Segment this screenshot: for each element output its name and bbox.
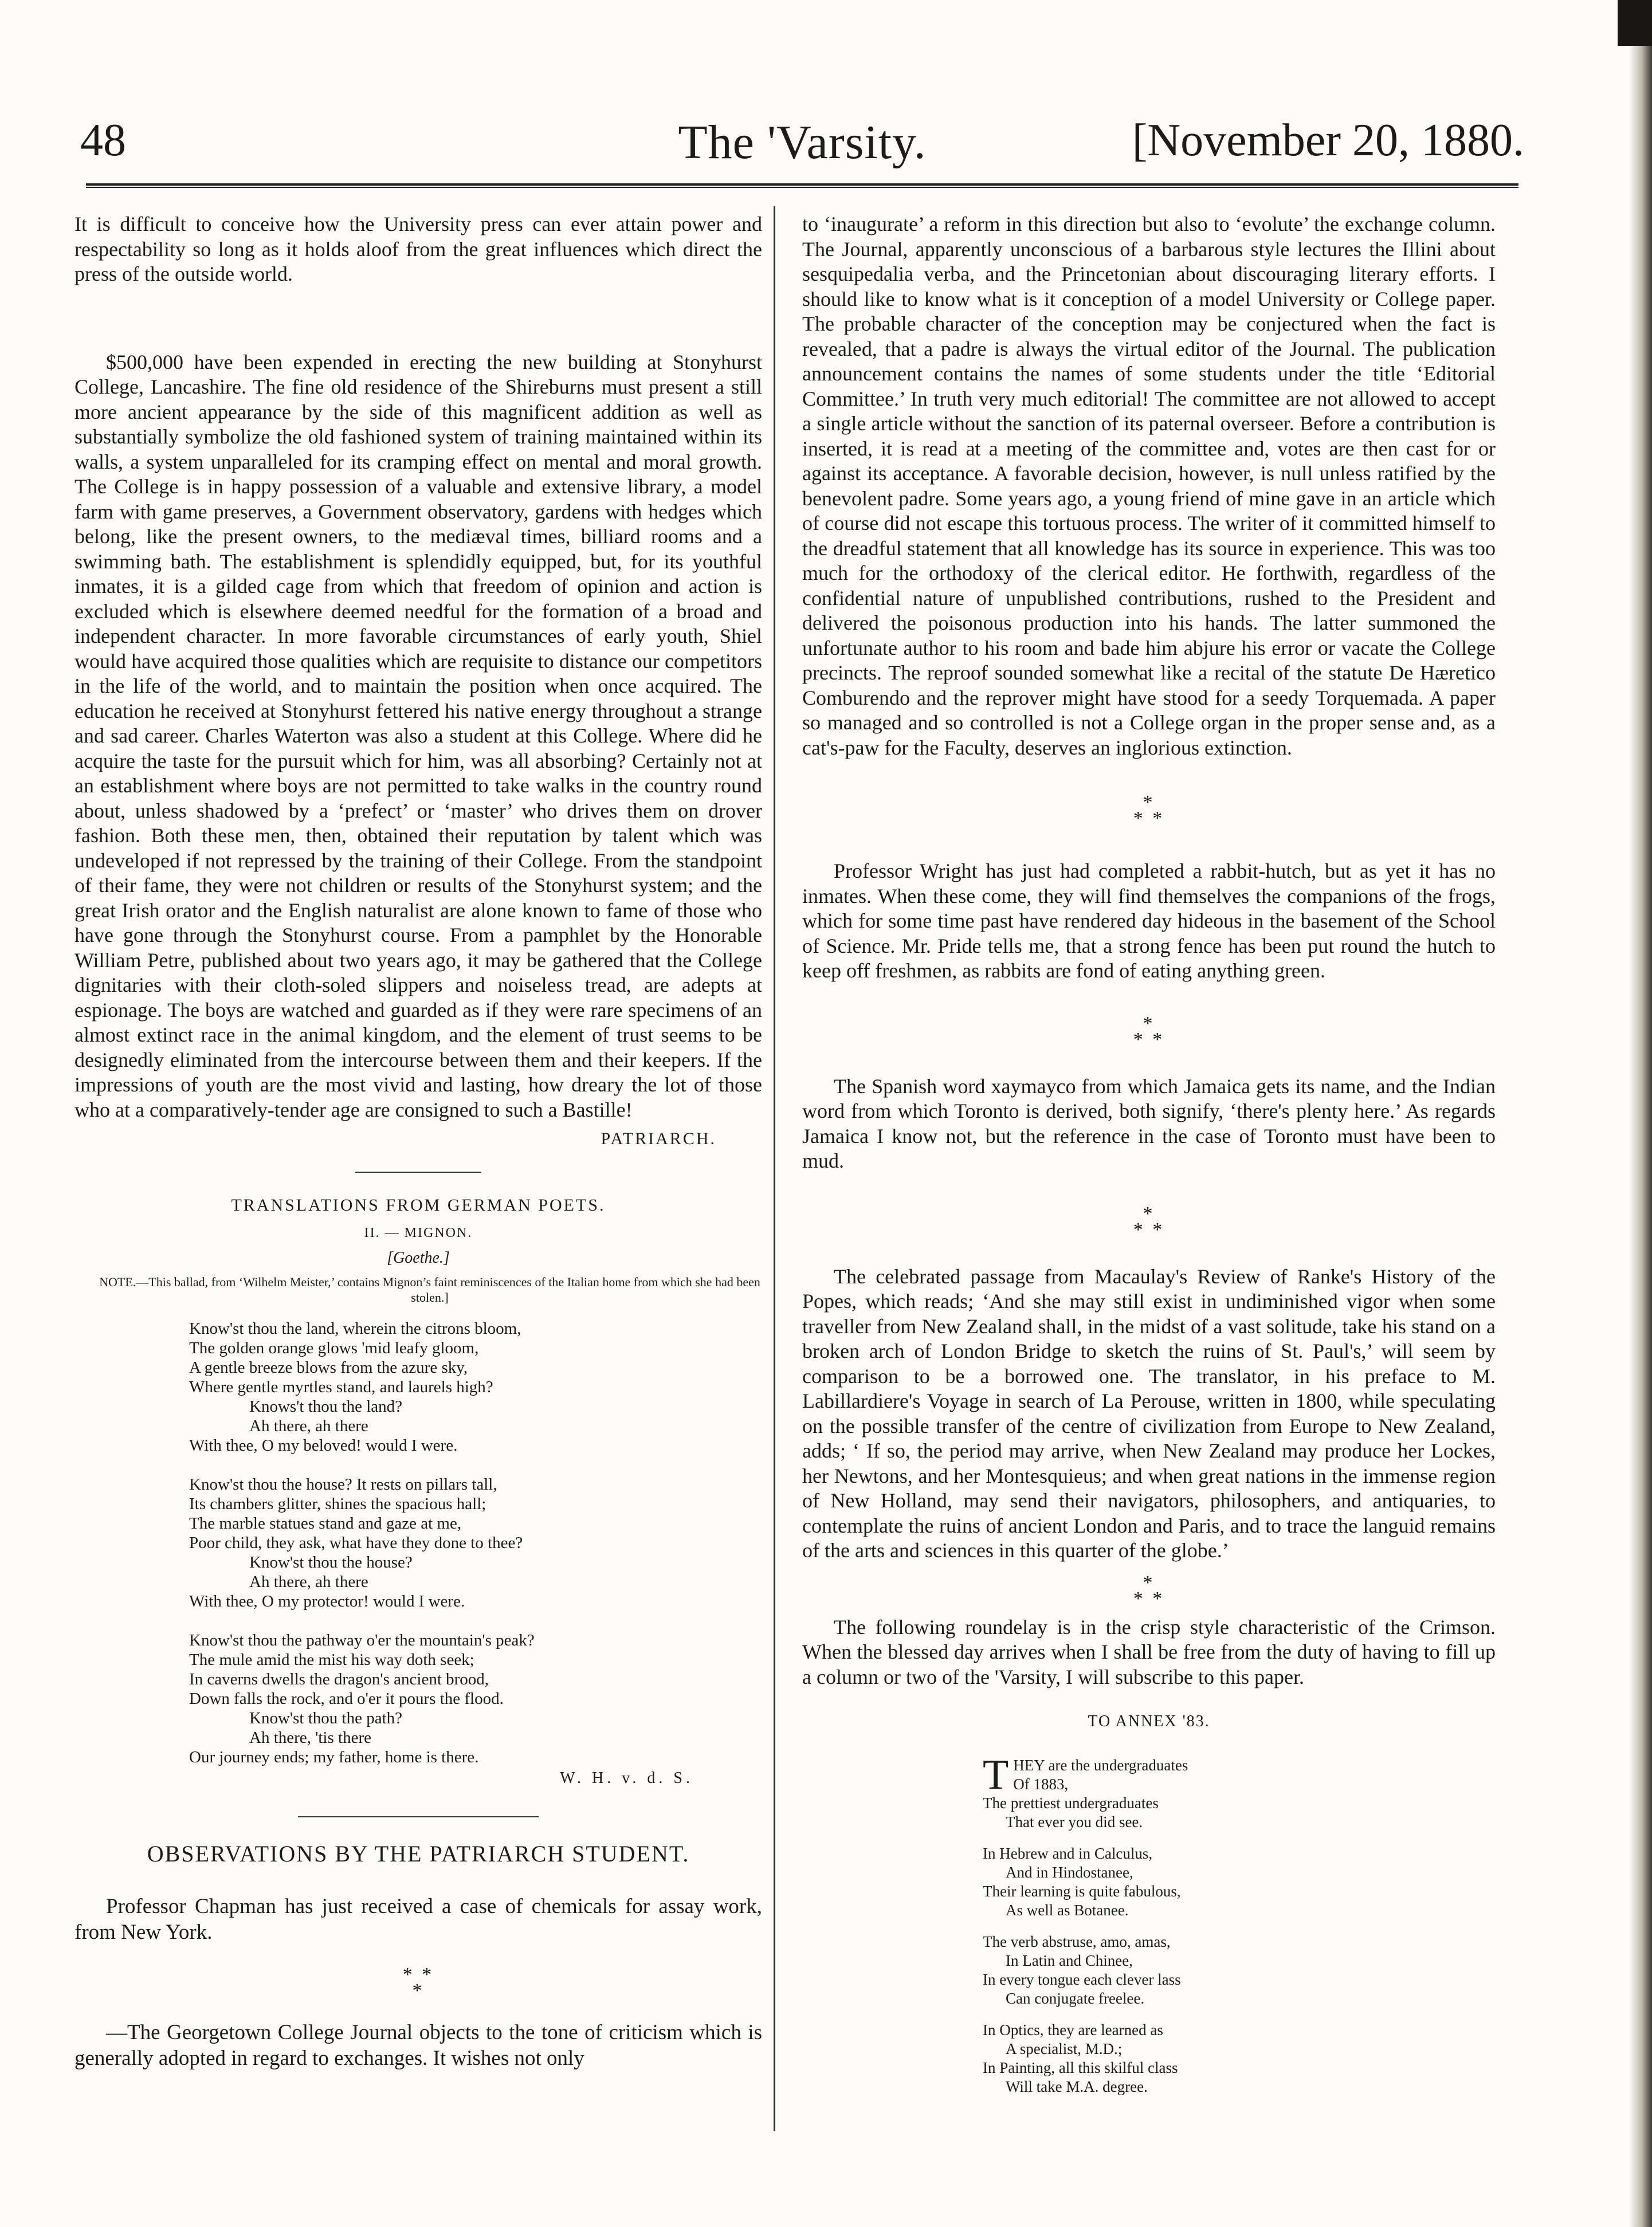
poem-line: Ah there, 'tis there: [249, 1729, 371, 1747]
masthead: [80, 115, 1524, 178]
poem-stanza: [189, 1631, 762, 1767]
page-corner-mark: [1618, 0, 1652, 46]
poem-stanza: [983, 1844, 1496, 1920]
poem-line: Knows't thou the land?: [249, 1397, 402, 1416]
poem-line: In caverns dwells the dragon's ancient brood,: [189, 1670, 489, 1688]
section-ornament: * * *: [1133, 1012, 1165, 1050]
translations-subtitle: II. — MIGNON.: [364, 1226, 473, 1240]
poem-line: Where gentle myrtles stand, and laurels high?: [189, 1378, 493, 1396]
poem-line: Poor child, they ask, what have they done to thee?: [189, 1534, 523, 1552]
poem-line: Of 1883,: [1013, 1776, 1069, 1793]
issue-date: [November 20, 1880.: [1132, 115, 1524, 166]
page-number: 48: [80, 115, 126, 166]
paragraph-chapman: Professor Chapman has just received a case of chemicals for assay work, from New York.: [74, 1895, 762, 1944]
poem-stanza: [983, 1933, 1496, 2008]
poem-line: Can conjugate freelee.: [1006, 1990, 1145, 2007]
section-divider: [355, 1172, 481, 1173]
section-ornament: * * *: [1133, 1572, 1165, 1609]
paragraph-georgetown: —The Georgetown College Journal objects to the tone of criticism which is generally adopted in regard to exchanges. It wishes not only: [74, 2021, 762, 2070]
poem-stanza: [983, 1751, 1496, 1832]
paragraph-university-press: It is difficult to conceive how the University press can ever attain power and respectability so long as it holds aloof from the great influences which direct the press of the outside world.: [74, 213, 762, 285]
poem-line: Our journey ends; my father, home is there.: [189, 1748, 479, 1766]
translations-note: NOTE.—This ballad, from ‘Wilhelm Meister,’ contains Mignon’s faint reminiscences of the Italian home from which she had been stolen.]: [99, 1275, 760, 1305]
poem-line: Its chambers glitter, shines the spacious hall;: [189, 1495, 486, 1513]
annex-title: TO ANNEX '83.: [1088, 1713, 1210, 1730]
section-ornament: * * *: [1133, 792, 1165, 829]
poem-line: And in Hindostanee,: [1006, 1864, 1133, 1881]
paragraph-jamaica: The Spanish word xaymayco from which Jamaica gets its name, and the Indian word from which Toronto is derived, both signify, ‘there's plenty here.’ As regards Jamaica I know not, but the reference in the case of Toronto must have been to mud.: [802, 1074, 1496, 1172]
poem-stanza: [189, 1319, 762, 1455]
page-edge-shadow: [1629, 0, 1652, 2227]
drop-cap: T: [983, 1751, 1009, 1798]
poem-line: Know'st thou the house? It rests on pillars tall,: [189, 1475, 497, 1494]
poem-line: The golden orange glows 'mid leafy gloom,: [189, 1339, 479, 1357]
annex-poem: [983, 1751, 1496, 2096]
poem-line: HEY are the undergraduates: [1013, 1757, 1188, 1774]
poem-line: Know'st thou the path?: [249, 1709, 402, 1727]
poem-line: Their learning is quite fabulous,: [983, 1883, 1181, 1900]
paragraph-exchange-column: to ‘inaugurate’ a reform in this direction but also to ‘evolute’ the exchange column. The Journal, apparently unconscious of a barbarous style lectures the Illini about sesquipedalia verba, and the Princetonian about discouraging literary efforts. I should like to know what is it conception of a model University or College paper. The probable character of the conception may be conjectured when the fact is revealed, that a padre is always the virtual editor of the Journal. The publication announcement contains the names of some students under the title ‘Editorial Committee.’ In truth very much editorial! The committee are not allowed to accept a single article without the sanction of its paternal overseer. Before a contribution is inserted, it is read at a meeting of the committee and, votes are then cast for or against its acceptance. A favorable decision, however, is null unless ratified by the benevolent padre. Some years ago, a young friend of mine gave in an article which of course did not escape this tortuous process. The writer of it committed himself to the dreadful statement that all knowledge has its source in experience. This was too much for the orthodoxy of the clerical editor. He forthwith, regardless of the confidential nature of unpublished contributions, rushed to the President and delivered the poisonous production into his hands. The latter summoned the unfortunate author to his room and bade him abjure his error or vacate the College precincts. The reproof sounded somewhat like a recital of the statute De Hæretico Comburendo and the reprover might have stood for a seedy Torquemada. A paper so managed and so controlled is not a College organ in the proper sense and, as a cat's-paw for the Faculty, deserves an inglorious extinction.: [802, 213, 1496, 759]
column-rule: [774, 206, 775, 2131]
poem-line: The mule amid the mist his way doth seek;: [189, 1651, 474, 1669]
paragraph-rabbit-hutch: Professor Wright has just had completed a rabbit-hutch, but as yet it has no inmates. When these come, they will find themselves the companions of the frogs, which for some time past have rendered day hideous in the basement of the School of Science. Mr. Pride tells me, that a strong fence has been put round the hutch to keep off freshmen, as rabbits are fond of eating anything green.: [802, 859, 1496, 982]
right-column: [802, 212, 1496, 2109]
poem-line: Know'st thou the land, wherein the citrons bloom,: [189, 1319, 521, 1338]
poem-line: Down falls the rock, and o'er it pours the flood.: [189, 1690, 504, 1708]
left-column: [74, 212, 762, 2071]
paragraph-macaulay: The celebrated passage from Macaulay's Review of Ranke's History of the Popes, which reads; ‘And she may still exist in undiminished vigor when some traveller from New Zealand shall, in the midst of a vast solitude, take his stand on a broken arch of London Bridge to sketch the ruins of St. Paul's,’ will seem by comparison to be a borrowed one. The translator, in his preface to M. Labillardiere's Voyage in search of La Perouse, written in 1800, while speculating on the possible transfer of the centre of civilization from Europe to New Zealand, adds; ‘ If so, the period may arrive, when New Zealand may produce her Lockes, her Newtons, and her Montesquieus; and when great nations in the immense region of New Holland, may send their navigators, philosophers, and antiquaries, to contemplate the ruins of ancient London and Paris, and to trace the languid remains of the arts and sciences in this quarter of the globe.’: [802, 1264, 1496, 1562]
poem-line: That ever you did see.: [1006, 1813, 1143, 1831]
poem-line: Know'st thou the pathway o'er the mountain's peak?: [189, 1631, 535, 1649]
poem-line: In Latin and Chinee,: [1006, 1952, 1133, 1969]
poem-line: Know'st thou the house?: [249, 1553, 413, 1572]
translations-title: TRANSLATIONS FROM GERMAN POETS.: [231, 1196, 606, 1215]
poem-line: With thee, O my beloved! would I were.: [189, 1436, 458, 1455]
paragraph-stonyhurst: $500,000 have been expended in erecting the new building at Stonyhurst College, Lancashire. The fine old residence of the Shireburns must present a still more ancient appearance by the side of this magnificent addition as well as substantially symbolize the old fashioned system of training maintained within its walls, a system unparalleled for its cramping effect on mental and moral growth. The College is in happy possession of a valuable and extensive library, a model farm with game preserves, a Government observatory, gardens with hedges which belong, like the present owners, to the mediæval times, billiard rooms and a swimming bath. The establishment is splendidly equipped, but, for its youthful inmates, it is a gilded cage from which that freedom of opinion and action is excluded which is elsewhere deemed needful for the formation of a broad and independent character. In more favorable circumstances of early youth, Shiel would have acquired those qualities which are requisite to distance our competitors in the life of the world, and to maintain the position when once acquired. The education he received at Stonyhurst fettered his native energy throughout a strange and sad career. Charles Waterton was also a student at this College. Where did he acquire the taste for the pursuit which for him, was all absorbing? Certainly not at an establishment where boys are not permitted to take walks in the country round about, unless shadowed by a ‘prefect’ or ‘master’ who drives them on drover fashion. Both these men, then, obtained their reputation by talent which was undeveloped if not repressed by the training of their College. From the standpoint of their fame, they were not children or results of the Stonyhurst system; and the great Irish orator and the English naturalist are alone known to fame of those who have gone through the Stonyhurst course. From a pamphlet by the Honorable William Petre, published about two years ago, it may be gathered that the College dignitaries with their cloth-soled slippers and noiseless tread, are adepts at espionage. The boys are watched and guarded as if they were rare specimens of an almost extinct race in the animal kingdom, and the element of trust seems to be designedly eliminated from the intercourse between them and their keepers. If the impressions of youth are the most vivid and lasting, how dreary the lot of those who at a comparatively-tender age are consigned to such a Bastille!: [74, 350, 762, 1121]
poem-line: A specialist, M.D.;: [1006, 2040, 1123, 2057]
poem-stanza: [983, 2021, 1496, 2096]
poem-line: In Optics, they are learned as: [983, 2021, 1163, 2039]
poem-line: Ah there, ah there: [249, 1573, 368, 1591]
poem-stanza: [189, 1475, 762, 1611]
article-signature: PATRIARCH.: [601, 1129, 716, 1148]
masthead-rule: [86, 183, 1518, 188]
poem-line: The marble statues stand and gaze at me,: [189, 1514, 462, 1533]
poem-line: The verb abstruse, amo, amas,: [983, 1933, 1171, 1950]
poem-line: In Hebrew and in Calculus,: [983, 1845, 1153, 1862]
section-divider: [298, 1816, 539, 1817]
observations-heading: OBSERVATIONS BY THE PATRIARCH STUDENT.: [147, 1841, 690, 1867]
poem-line: With thee, O my protector! would I were.: [189, 1592, 465, 1611]
section-ornament: * * *: [1133, 1203, 1165, 1240]
paragraph-roundelay: The following roundelay is in the crisp style characteristic of the Crimson. When the blessed day arrives when I shall be free from the duty of having to fill up a column or two of the 'Varsity, I will subscribe to this paper.: [802, 1615, 1496, 1688]
poem-line: As well as Botanee.: [1006, 1902, 1129, 1919]
section-ornament: * * *: [402, 1964, 434, 2001]
poem-line: In every tongue each clever lass: [983, 1971, 1181, 1988]
poem-line: A gentle breeze blows from the azure sky,: [189, 1358, 468, 1377]
poem-line: In Painting, all this skilful class: [983, 2059, 1178, 2076]
poem-line: Will take M.A. degree.: [1006, 2078, 1148, 2095]
poem-signature: W. H. v. d. S.: [560, 1769, 693, 1787]
publication-title: The 'Varsity.: [678, 116, 927, 169]
translations-author: [Goethe.]: [387, 1249, 450, 1267]
mignon-poem: [189, 1319, 762, 1767]
poem-line: The prettiest undergraduates: [983, 1794, 1159, 1812]
poem-line: Ah there, ah there: [249, 1417, 368, 1435]
